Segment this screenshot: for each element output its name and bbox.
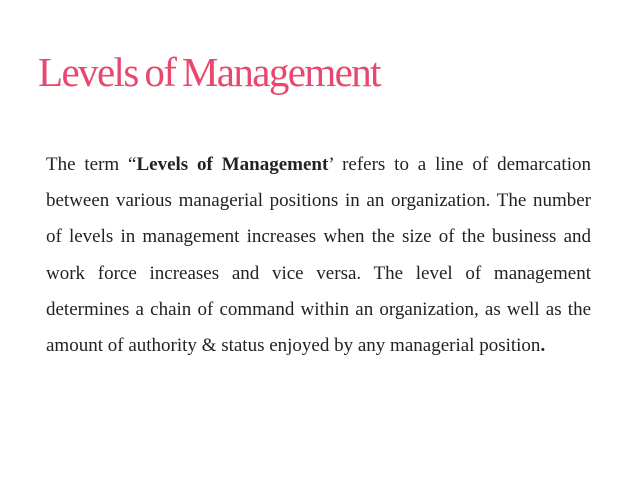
- paragraph-term: Levels of Management: [136, 154, 329, 175]
- paragraph-final-period: .: [540, 335, 546, 357]
- slide-title: Levels of Management: [38, 49, 380, 95]
- paragraph-body: refers to a line of demarcation between various managerial positions in an organization. The number of levels in management increases when the size of the business and work force increases and vice versa. The level of management determines a chain of command within an organization, as well as the amount of authority & status enjoyed by any managerial position: [46, 154, 591, 357]
- definition-paragraph: [46, 147, 591, 364]
- paragraph-closing-quote: ’: [328, 154, 334, 175]
- paragraph-intro: The term “: [46, 154, 137, 175]
